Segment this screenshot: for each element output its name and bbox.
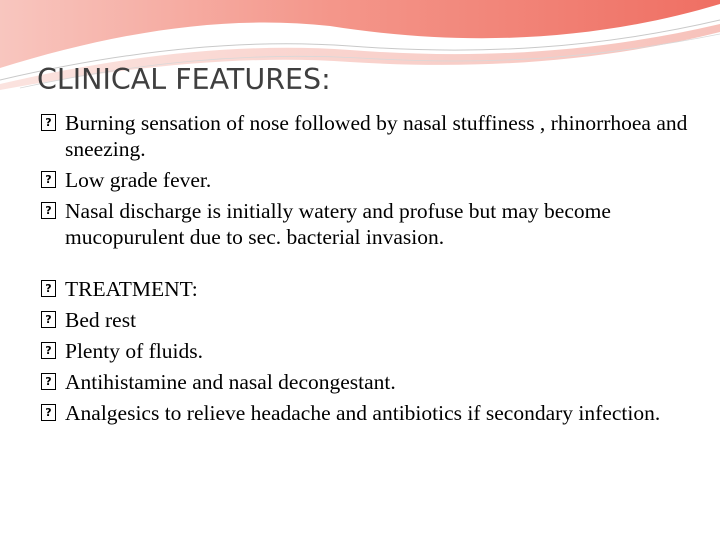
list-item-text: Nasal discharge is initially watery and profuse but may become mucopurulent due to sec. bacterial invasion. [65,199,611,249]
list-item-text: Plenty of fluids. [65,339,203,363]
missing-glyph-bullet-icon: ? [41,114,56,131]
list-item-text: Burning sensation of nose followed by nasal stuffiness , rhinorrhoea and sneezing. [65,111,688,161]
missing-glyph-bullet-icon: ? [41,311,56,328]
list-item-text: Antihistamine and nasal decongestant. [65,370,396,394]
list-item-text: Bed rest [65,308,137,332]
missing-glyph-bullet-icon: ? [41,404,56,421]
list-item [40,338,700,364]
missing-glyph-bullet-icon: ? [41,280,56,297]
list-item [40,307,700,333]
missing-glyph-bullet-icon: ? [41,373,56,390]
missing-glyph-bullet-icon: ? [41,342,56,359]
list-item-text: Low grade fever. [65,168,212,192]
list-item [40,167,700,193]
list-item [40,400,700,426]
bullet-list [40,110,700,431]
list-item [40,369,700,395]
missing-glyph-bullet-icon: ? [41,171,56,188]
list-item-text: Analgesics to relieve headache and antibiotics if secondary infection. [65,401,661,425]
list-item-text: TREATMENT: [65,277,198,301]
missing-glyph-bullet-icon: ? [41,202,56,219]
list-item [40,110,700,162]
slide-title: CLINICAL FEATURES: [37,63,331,96]
list-item [40,198,700,250]
list-item-heading [40,276,700,302]
